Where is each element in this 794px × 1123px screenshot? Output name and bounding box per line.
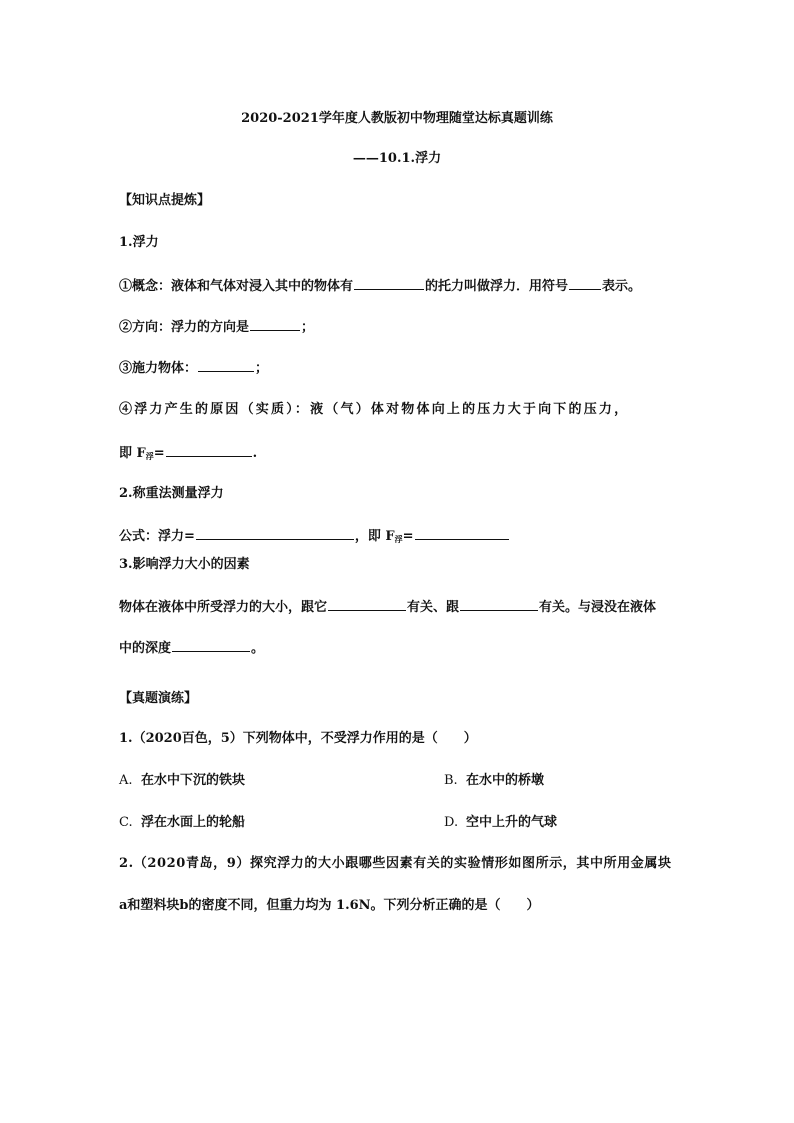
question-1-option-a[interactable] [119,773,245,789]
factors-blank-1[interactable] [328,598,406,611]
concept-text-a: ①概念：液体和气体对浸入其中的物体有 [119,279,354,294]
section-knowledge-heading: 【知识点提炼】 [119,193,211,208]
question-1-option-b[interactable] [444,773,544,789]
weighing-formula-line [119,527,510,547]
option-letter: A. [119,773,133,788]
concept-blank-1[interactable] [354,277,424,290]
option-text: 浮在水面上的轮船 [141,815,246,830]
direction-text-b: ； [301,320,315,335]
direction-text-a: ②方向：浮力的方向是 [119,320,250,335]
section-2-heading: 2.称重法测量浮力 [119,486,224,501]
weighing-blank-1[interactable] [196,527,354,540]
question-1-option-c[interactable] [119,815,245,831]
formula-blank[interactable] [166,444,252,457]
factors-text-a: 物体在液体中所受浮力的大小，跟它 [119,600,328,615]
factors-line-1 [119,598,656,616]
cause-line: ④浮力产生的原因（实质）：液（气）体对物体向上的压力大于向下的压力， [119,402,630,417]
option-letter: C. [119,815,133,830]
page-subtitle: ——10.1.浮力 [352,151,442,166]
concept-blank-2[interactable] [569,277,601,290]
concept-text-c: 表示。 [602,279,642,294]
question-1-stem: 1.（2020百色，5）下列物体中，不受浮力作用的是（ ） [119,731,477,746]
factors-blank-2[interactable] [460,598,538,611]
section-3-heading: 3.影响浮力大小的因素 [119,557,250,572]
formula-text-c: . [252,446,258,461]
source-blank[interactable] [198,359,254,372]
section-practice-heading: 【真题演练】 [119,691,198,706]
question-2-stem-line-2: a和塑料块b的密度不同，但重力均为 1.6N。下列分析正确的是（ ） [119,898,540,913]
page-title: 2020-2021学年度人教版初中物理随堂达标真题训练 [241,111,553,126]
source-text-a: ③施力物体： [119,361,198,376]
formula-line-1 [119,444,257,464]
source-line [119,359,268,377]
factors-line-2 [119,639,264,657]
factors-text-c: 有关。与浸没在液体 [539,600,657,615]
formula-text-a: 即 F [119,446,146,461]
weighing-text-a: 公式：浮力= [119,529,195,544]
section-1-heading: 1.浮力 [119,235,159,250]
weighing-subscript: 浮 [394,534,403,544]
option-text: 空中上升的气球 [466,815,558,830]
weighing-text-b: ，即 F [354,529,395,544]
option-letter: B. [444,773,458,788]
factors-text-b: 有关、跟 [407,600,460,615]
factors-text-d: 中的深度 [119,641,172,656]
option-text: 在水中下沉的铁块 [141,773,246,788]
weighing-text-c: = [402,529,414,544]
weighing-blank-2[interactable] [415,527,509,540]
formula-text-b: = [153,446,165,461]
concept-line [119,277,641,295]
question-2-stem-line-1: 2.（2020青岛，9）探究浮力的大小跟哪些因素有关的实验情形如图所示，其中所用金属块 [119,856,672,871]
factors-text-e: 。 [251,641,265,656]
source-text-b: ； [255,361,269,376]
question-1-option-d[interactable] [444,815,557,831]
concept-text-b: 的托力叫做浮力．用符号 [425,279,569,294]
option-text: 在水中的桥墩 [466,773,545,788]
formula-subscript: 浮 [145,451,154,461]
direction-blank[interactable] [250,318,300,331]
factors-blank-3[interactable] [172,639,250,652]
direction-line [119,318,314,336]
option-letter: D. [444,815,459,830]
